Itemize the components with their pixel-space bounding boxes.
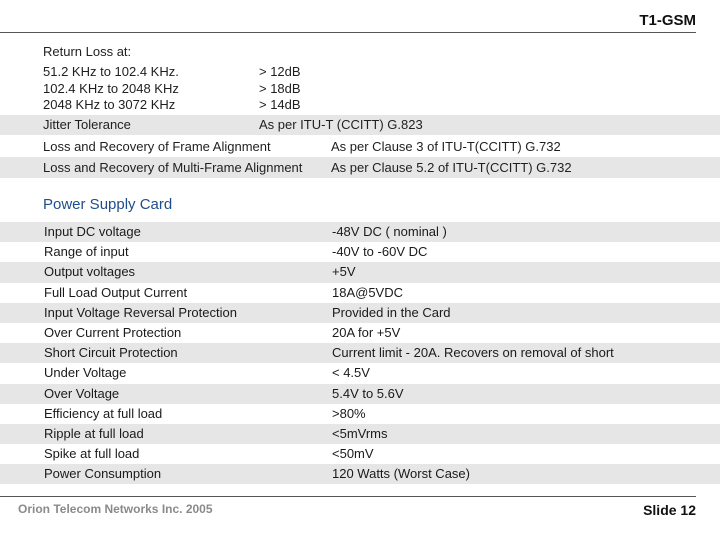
- row-label: Range of input: [44, 244, 129, 260]
- row-label: Over Voltage: [44, 385, 120, 401]
- row-value: <50mV: [332, 446, 374, 462]
- return-loss-label-3: 2048 KHz to 3072 KHz: [43, 97, 176, 112]
- row-value: 120 Watts (Worst Case): [332, 466, 470, 482]
- row-label: Over Current Protection: [44, 324, 182, 340]
- table-row: [0, 363, 720, 383]
- row-value: >80%: [332, 405, 366, 421]
- frame-alignment-label: Loss and Recovery of Frame Alignment: [43, 139, 271, 154]
- row-value: 5.4V to 5.6V: [332, 385, 404, 401]
- row-value: Provided in the Card: [332, 304, 451, 320]
- table-row: [0, 283, 720, 303]
- row-value: -40V to -60V DC: [332, 244, 428, 260]
- row-value: Current limit - 20A. Recovers on removal of short: [332, 345, 614, 361]
- row-label: Short Circuit Protection: [44, 345, 178, 361]
- section-title-power-supply: Power Supply Card: [43, 196, 173, 213]
- row-label: Efficiency at full load: [44, 405, 163, 421]
- table-row: [0, 404, 720, 424]
- table-row: [0, 242, 720, 262]
- return-loss-label-1: 51.2 KHz to 102.4 KHz.: [43, 64, 179, 79]
- row-value: +5V: [332, 264, 356, 280]
- row-label: Spike at full load: [44, 446, 140, 462]
- title-divider: [0, 32, 696, 33]
- table-row: [0, 444, 720, 464]
- slide-title: T1-GSM: [639, 12, 696, 29]
- row-label: Input Voltage Reversal Protection: [44, 304, 237, 320]
- row-label: Output voltages: [44, 264, 136, 280]
- jitter-label: Jitter Tolerance: [43, 117, 131, 132]
- table-row: [0, 222, 720, 242]
- table-row: [0, 424, 720, 444]
- row-value: 20A for +5V: [332, 324, 401, 340]
- multiframe-alignment-label: Loss and Recovery of Multi-Frame Alignment: [43, 160, 303, 175]
- multiframe-alignment-value: As per Clause 5.2 of ITU-T(CCITT) G.732: [331, 160, 572, 175]
- table-row: [0, 303, 720, 323]
- return-loss-value-2: > 18dB: [259, 81, 301, 96]
- row-label: Power Consumption: [44, 466, 162, 482]
- row-value: 18A@5VDC: [332, 284, 404, 300]
- footer-divider: [0, 496, 696, 497]
- table-row: [0, 323, 720, 343]
- power-supply-table: [0, 222, 720, 484]
- footer-company: Orion Telecom Networks Inc. 2005: [18, 502, 213, 516]
- row-value: -48V DC ( nominal ): [332, 224, 447, 239]
- row-value: < 4.5V: [332, 365, 370, 381]
- table-row: [0, 343, 720, 363]
- slide-number: Slide 12: [643, 502, 696, 518]
- row-value: <5mVrms: [332, 425, 388, 441]
- return-loss-heading: Return Loss at:: [43, 44, 132, 59]
- return-loss-label-2: 102.4 KHz to 2048 KHz: [43, 81, 179, 96]
- table-row: [0, 262, 720, 282]
- row-label: Full Load Output Current: [44, 284, 188, 300]
- row-label: Ripple at full load: [44, 425, 144, 441]
- table-row: [0, 464, 720, 484]
- return-loss-value-1: > 12dB: [259, 64, 301, 79]
- row-label: Under Voltage: [44, 365, 127, 381]
- frame-alignment-value: As per Clause 3 of ITU-T(CCITT) G.732: [331, 139, 561, 154]
- row-label: Input DC voltage: [44, 224, 141, 239]
- return-loss-value-3: > 14dB: [259, 97, 301, 112]
- jitter-value: As per ITU-T (CCITT) G.823: [259, 117, 423, 132]
- table-row: [0, 384, 720, 404]
